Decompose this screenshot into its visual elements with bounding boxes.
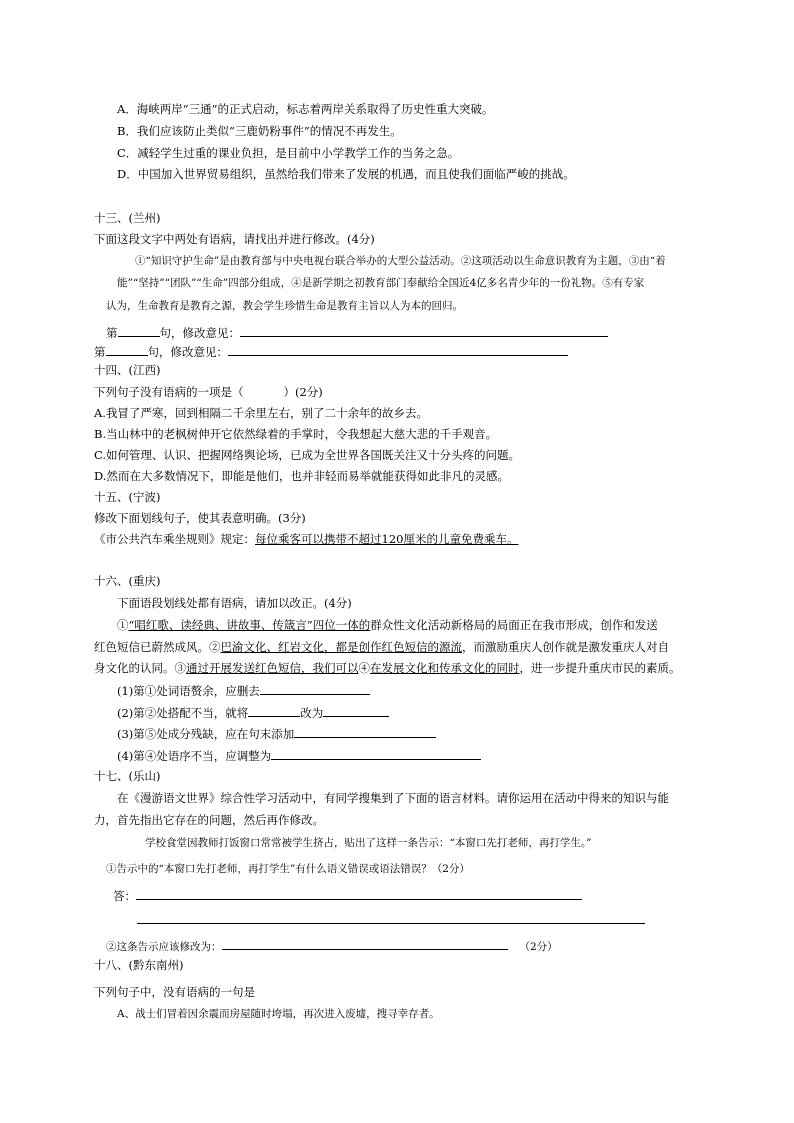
q14-prompt-after: ）(2分) (283, 385, 323, 399)
q16-p1-num: ① (117, 618, 129, 632)
q14-option-c: C.如何管理、认识、把握网络舆论场，已成为全世界各国既关注又十分头疼的问题。 (94, 448, 521, 462)
q17-intro-line-2: 力，首先指出它存在的问题，然后再作修改。 (94, 813, 324, 827)
q16-sub-2-blank-a[interactable] (248, 704, 300, 717)
q17-intro-line-1: 在《漫游语文世界》综合性学习活动中，有同学搜集到了下面的语言材料。请你运用在活动中得来的知识与能 (117, 791, 669, 805)
q13-passage-line-2: 能”“坚持”“团队”“生命”四部分组成，④是新学期之初教育部门奉献给全国近4亿多名青少年的一份礼物。⑤有专家 (117, 277, 645, 289)
q15-sentence (94, 531, 518, 547)
q17-question-2 (106, 937, 558, 955)
q12-option-c: C．减轻学生过重的课业负担，是目前中小学教学工作的当务之急。 (117, 146, 460, 160)
q16-p2-a: 红色短信已蔚然成风。② (94, 640, 221, 654)
q12-option-d: D．中国加入世界贸易组织，虽然给我们带来了发展的机遇，而且使我们面临严峻的挑战。 (117, 167, 575, 181)
q13-answer-2-suffix: 句，修改意见： (147, 345, 228, 359)
q16-sub-4-blank[interactable] (271, 747, 481, 760)
q18-heading: 十八、(黔东南州) (94, 958, 184, 972)
q17-answer-blank-2[interactable] (137, 911, 645, 924)
q13-answer-1 (106, 324, 608, 341)
q16-sub-3 (117, 725, 436, 742)
q16-sub-3-text: (3)第⑤处成分残缺，应在句末添加 (117, 727, 295, 741)
q16-sub-1-blank[interactable] (260, 682, 370, 695)
q16-p1-rest: 群众性文化活动新格局的局面正在我市形成，创作和发送 (370, 618, 658, 632)
q15-sentence-underlined: 每位乘客可以携带不超过120厘米的儿童免费乘车。 (255, 532, 519, 546)
q16-sub-2-text-b: 改为 (300, 706, 324, 720)
q16-p2-underlined: 巴渝文化、红岩文化，都是创作红色短信的源流 (220, 640, 462, 654)
q16-p2-b: ，而激励重庆人创作就是激发重庆人对自 (462, 640, 669, 654)
q13-answer-1-suffix: 句，修改意见： (159, 326, 240, 340)
q16-p3-c: ，进一步提升重庆市民的素质。 (519, 661, 681, 675)
q16-p3-underlined-1: 通过开展发送红色短信，我们可以 (186, 661, 359, 675)
q13-answer-2-opinion-blank[interactable] (228, 343, 568, 356)
q16-p3-underlined-2: 在发展文化和传承文化的同时 (370, 661, 520, 675)
q16-passage-line-2 (94, 639, 669, 655)
q14-option-b: B.当山林中的老枫树伸开它依然绿着的手掌时，令我想起大慈大悲的千手观音。 (94, 427, 498, 441)
q13-prompt: 下面这段文字中两处有语病，请找出并进行修改。(4分) (94, 232, 375, 246)
q13-answer-2-sentence-blank[interactable] (106, 343, 148, 356)
q15-heading: 十五、(宁波) (94, 490, 161, 504)
q17-answer-line-1 (113, 887, 582, 904)
q14-heading: 十四、(江西) (94, 363, 161, 377)
q17-question-2-text: ②这条告示应该修改为： (106, 941, 222, 953)
q16-p1-underlined: “唱红歌、读经典、讲故事、传箴言”四位一体的 (128, 618, 371, 632)
q16-p3-b: ④ (358, 661, 370, 675)
q16-heading: 十六、(重庆) (94, 574, 161, 588)
q17-question-1: ①告示中的“本窗口先打老师，再打学生”有什么语义错误或语法错误？（2分） (106, 863, 470, 875)
q15-prompt: 修改下面划线句子，使其表意明确。(3分) (94, 511, 306, 525)
q13-answer-1-opinion-blank[interactable] (240, 324, 608, 337)
q15-sentence-prefix: 《市公共汽车乘坐规则》规定： (94, 532, 255, 546)
q18-option-a: A、战士们冒着因余震而房屋随时垮塌，再次进入废墟，搜寻幸存者。 (117, 1008, 440, 1020)
q13-passage-line-1: ①“知识守护生命”是由教育部与中央电视台联合举办的大型公益活动。②这项活动以生命意识教育为主题，③由“着 (135, 255, 666, 267)
q16-sub-2-text-a: (2)第②处搭配不当，就将 (117, 706, 249, 720)
q18-prompt: 下列句子中，没有语病的一句是 (94, 985, 255, 999)
q14-option-a: A.我冒了严寒，回到相隔二千余里左右，别了二十余年的故乡去。 (94, 406, 428, 420)
q16-sub-1-text: (1)第①处词语赘余，应删去 (117, 684, 260, 698)
q13-answer-1-sentence-blank[interactable] (118, 324, 160, 337)
q16-sub-4-text: (4)第④处语序不当，应调整为 (117, 749, 272, 763)
q17-question-2-score: （2分） (519, 941, 558, 953)
q14-prompt (94, 384, 323, 400)
q12-option-a: A．海峡两岸“三通”的正式启动，标志着两岸关系取得了历史性重大突破。 (117, 102, 494, 116)
q16-passage-line-3 (94, 660, 681, 676)
q13-heading: 十三、(兰州) (94, 211, 161, 225)
q16-sub-2-blank-b[interactable] (323, 704, 389, 717)
q16-passage-line-1 (117, 617, 658, 633)
q16-sub-2 (117, 704, 389, 721)
q14-option-d: D.然而在大多数情况下，即能是他们，也并非轻而易举就能获得如此非凡的灵感。 (94, 469, 509, 483)
q17-heading: 十七、(乐山) (94, 769, 161, 783)
q17-question-2-blank[interactable] (222, 937, 508, 950)
q13-passage-line-3: 认为，生命教育是教育之源，教会学生珍惜生命是教育主旨以人为本的回归。 (106, 300, 463, 312)
q13-answer-2 (94, 343, 568, 360)
q16-sub-4 (117, 747, 481, 764)
q17-material: 学校食堂因教师打饭窗口常常被学生挤占，贴出了这样一条告示：“本窗口先打老师，再打学生。” (145, 837, 592, 849)
q16-sub-1 (117, 682, 370, 699)
q16-prompt: 下面语段划线处都有语病，请加以改正。(4分) (117, 596, 352, 610)
q13-answer-2-prefix: 第 (94, 345, 106, 359)
q17-answer-label: 答： (113, 889, 136, 903)
q17-answer-blank-1[interactable] (136, 887, 582, 900)
q16-p3-a: 身文化的认同。③ (94, 661, 186, 675)
q16-sub-3-blank[interactable] (294, 725, 436, 738)
q12-option-b: B．我们应该防止类似“三鹿奶粉事件”的情况不再发生。 (117, 124, 402, 138)
q13-answer-1-prefix: 第 (106, 326, 118, 340)
q14-prompt-before: 下列句子没有语病的一项是（ (94, 385, 244, 399)
